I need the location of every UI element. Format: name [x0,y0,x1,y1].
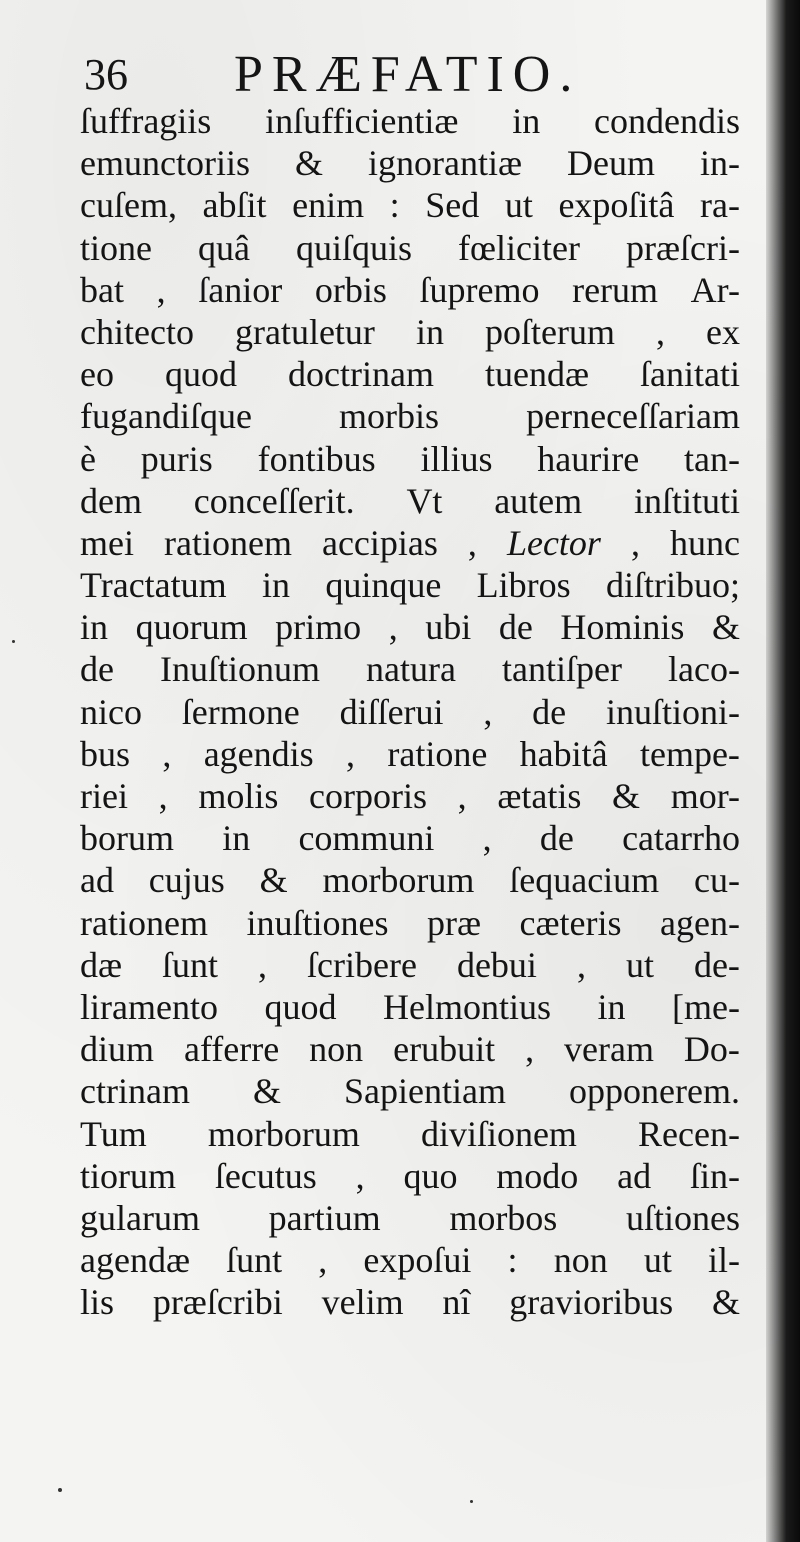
text-line: fugandiſque morbis perneceſſariam [80,396,740,437]
text-line: nico ſermone diſſerui , de inuſtioni- [80,691,740,732]
text-line: tiorum ſecutus , quo modo ad ſin- [80,1155,740,1196]
running-head: PRÆFATIO. [234,46,582,103]
text-line: ad cujus & morborum ſequacium cu- [80,860,740,901]
text-line: de Inuſtionum natura tantiſper laco- [80,649,740,690]
text-line: bat , ſanior orbis ſupremo rerum Ar- [80,269,740,310]
text-line: Tractatum in quinque Libros diſtribuo; [80,565,740,606]
text-line: chitecto gratuletur in poſterum , ex [80,311,740,352]
text-line: riei , molis corporis , ætatis & mor- [80,776,740,816]
ink-speck [12,640,15,643]
text-line: Tum morborum diviſionem Recen- [80,1113,740,1154]
text-line: dem conceſſerit. Vt autem inſtituti [80,480,740,521]
text-line: rationem inuſtiones præ cæteris agen- [80,902,740,943]
body-text [80,100,740,1323]
text-line: ctrinam & Sapientiam opponerem. [80,1071,740,1112]
text-line: in quorum primo , ubi de Hominis & [80,607,740,648]
text-line: gularum partium morbos uſtiones [80,1197,740,1238]
text-line: emunctoriis & ignorantiæ Deum in- [80,143,740,184]
text-line: tione quâ quiſquis fœliciter præſcri- [80,227,740,268]
text-line: dium afferre non erubuit , veram Do- [80,1029,740,1070]
ink-speck [470,1500,473,1503]
text-line: è puris fontibus illius haurire tan- [80,438,740,479]
text-line: mei rationem accipias , Lector , hunc [80,522,740,563]
text-line: agendæ ſunt , expoſui : non ut il- [80,1240,740,1281]
page-number: 36 [84,50,128,99]
ink-speck [58,1488,62,1492]
text-line: eo quod doctrinam tuendæ ſanitati [80,354,740,395]
page-gutter-shadow [766,0,800,1542]
text-line: cuſem, abſit enim : Sed ut expoſitâ ra- [80,185,740,226]
text-line: ſuffragiis inſufficientiæ in condendis [80,101,740,141]
text-line: liramento quod Helmontius in [me- [80,986,740,1027]
text-line: borum in communi , de catarrho [80,818,740,859]
text-line: dæ ſunt , ſcribere debui , ut de- [80,944,740,985]
text-line: lis præſcribi velim nî gravioribus & [80,1282,740,1323]
text-line: bus , agendis , ratione habitâ tempe- [80,733,740,774]
